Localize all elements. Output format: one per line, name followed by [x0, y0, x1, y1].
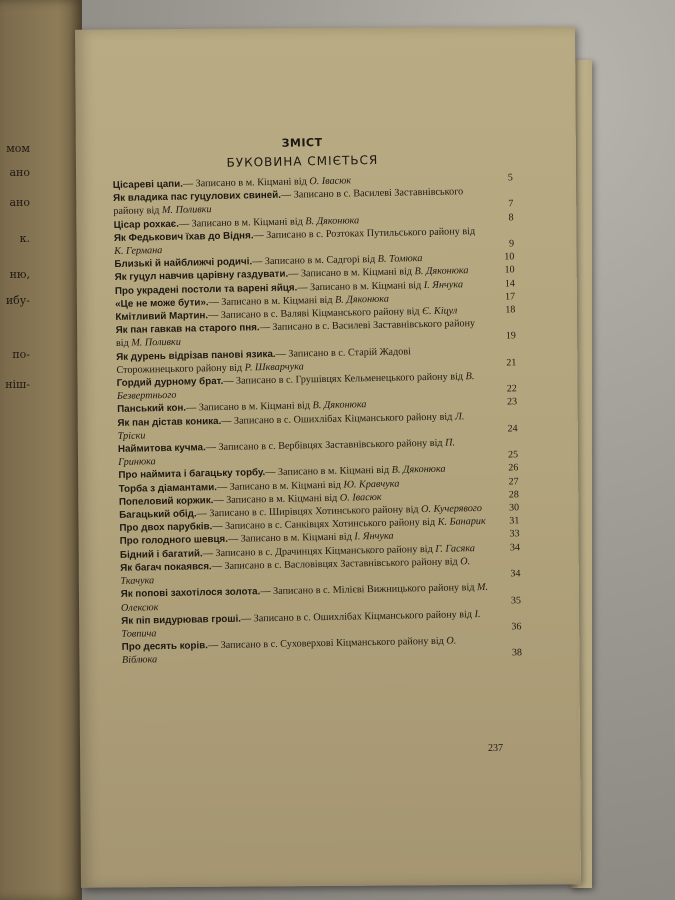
entry-title: Кмітливий Мартин.	[115, 310, 209, 323]
entry-text: — Записано в с. Старій Жадові Сторожинецького району від	[116, 345, 412, 376]
entry-narrator: В. Дяконюка	[312, 399, 367, 412]
left-page-fragment: ню,	[9, 268, 30, 281]
entry-title: Як пан дістав коника.	[117, 415, 222, 429]
entry-text: — Записано в м. Кіцмані від	[216, 479, 341, 493]
entry-page: 36	[511, 621, 522, 633]
entry-narrator: М. Поливки	[131, 337, 181, 350]
entry-title: Попеловий коржик.	[118, 494, 214, 508]
entry-text: — Записано в м. Кіцмані від	[288, 266, 413, 281]
entry-title: Про двох парубків.	[119, 521, 213, 535]
left-page-fragment: ибу-	[5, 294, 30, 307]
entry-title: Як багач покаявся.	[120, 561, 212, 574]
entry-text: — Записано в м. Кіцмані від	[227, 531, 352, 546]
entry-page: 24	[507, 423, 518, 435]
entry-page: 38	[511, 647, 523, 659]
entry-title: Бідний і багатий.	[119, 548, 203, 561]
entry-narrator: В. Томюка	[377, 253, 423, 266]
entry-narrator: О. Івасюк	[309, 175, 352, 188]
entry-title: Цісареві цапи.	[112, 178, 184, 191]
entry-text: — Записано в с. Розтоках Путильського району від	[253, 225, 476, 242]
entry-title: Про голодного шевця.	[119, 534, 229, 548]
entry-narrator: К. Германа	[114, 245, 163, 257]
entry-narrator: О. Віблюка	[121, 635, 457, 667]
entry-text: — Записано в с. Ширівцях Хотинського району від	[196, 504, 419, 520]
entry-narrator: І. Янчука	[423, 278, 464, 291]
entry-title: Як попові захотілося золота.	[120, 586, 261, 601]
entry-text: — Записано в с. Васловівцях Заставнівського району від	[211, 556, 458, 573]
entry-text: — Записано в с. Санківцях Хотинського району від	[212, 517, 436, 533]
section-heading: БУКОВИНА СМІЄТЬСЯ	[226, 152, 379, 170]
entry-page: 25	[508, 449, 519, 461]
entry-page: 9	[508, 238, 515, 250]
entry-page: 31	[509, 515, 520, 527]
entry-narrator: О. Кучерявого	[421, 503, 483, 516]
entry-page: 27	[508, 475, 519, 488]
entry-text: — Записано в с. Ошихлібах Кіцманського району від	[240, 608, 473, 625]
entry-page: 34	[509, 541, 521, 554]
entry-page: 7	[508, 198, 514, 210]
entry-title: Близькі й найближчі родичі.	[114, 256, 253, 271]
entry-narrator: В. Безвертнього	[116, 371, 475, 403]
entry-text: — Записано в м. Садгорі від	[252, 254, 376, 268]
entry-page: 34	[510, 568, 521, 580]
entry-text: — Записано в м. Кіцмані від	[208, 294, 333, 309]
entry-page: 33	[509, 528, 520, 540]
entry-text: — Записано в м. Кіцмані від	[182, 176, 307, 190]
entry-title: Як гуцул навчив царівну газдувати.	[114, 269, 289, 284]
entry-text: — Записано в м. Кіцмані від	[265, 465, 390, 479]
page-number: 237	[488, 743, 503, 754]
entry-narrator: Г. Гасяка	[435, 542, 475, 555]
left-page-fragment: мом	[6, 142, 30, 155]
entry-text: — Записано в м. Кіцмані від	[186, 400, 311, 415]
entry-narrator: О. Івасюк	[339, 491, 382, 504]
entry-page: 8	[508, 211, 514, 224]
entry-text: — Записано в с. Грушівцях Кельменецького району від	[223, 371, 464, 387]
left-page-fragment: к.	[19, 232, 30, 245]
entry-title: Як пан гавкав на старого пня.	[115, 322, 260, 337]
entry-title: Про украдені постоли та варені яйця.	[114, 282, 298, 297]
entry-title: Як Федькович їхав до Відня.	[113, 230, 254, 244]
entry-narrator: В. Дяконюка	[391, 464, 446, 477]
entry-page: 10	[504, 264, 515, 276]
entry-title: Цісар рохкає.	[113, 218, 179, 231]
entry-text: — Записано в м. Кіцмані від	[213, 492, 338, 506]
entry-narrator: Є. Кіцул	[421, 305, 458, 318]
entry-page: 28	[508, 489, 519, 501]
contents	[112, 132, 522, 667]
entry-page: 17	[504, 291, 516, 303]
entry-text: — Записано в с. Валяві Кіцманського району від	[207, 306, 420, 322]
entry-page: 10	[504, 251, 515, 263]
entry-text: — Записано в с. Суховерхові Кіцманського району від	[207, 635, 444, 652]
entry-narrator: Л. Тріски	[117, 410, 465, 442]
entry-text: — Записано в с. Мілієві Вижницького району від	[260, 582, 475, 598]
entry-narrator: П. Гринюка	[118, 437, 456, 469]
entry-narrator: І. Янчука	[354, 531, 394, 543]
contents-heading: ЗМІСТ	[281, 135, 323, 150]
left-page-fragment: ано	[9, 196, 30, 209]
entry-title: Як владика пас гуцулових свиней.	[113, 189, 282, 205]
entry-title: «Це не може бути».	[115, 297, 209, 310]
entry-narrator: В. Дяконюка	[334, 293, 389, 306]
entry-page: 18	[505, 304, 516, 316]
entry-page: 22	[506, 383, 517, 395]
entry-text: — Записано в с. Василеві Заставнівського району від	[113, 186, 464, 218]
entry-title: Про десять корів.	[121, 640, 209, 654]
entry-title: Панський кон.	[117, 403, 187, 416]
entry-narrator: В. Дяконюка	[305, 214, 360, 227]
entry-title: Гордий дурному брат.	[116, 375, 224, 390]
entry-text: — Записано в с. Ошихлібах Кіцманського району від	[221, 411, 453, 427]
entry-text: — Записано в с. Вербівцях Заставнівського району від	[205, 437, 443, 454]
entry-narrator: Р. Шкварчука	[244, 361, 304, 374]
left-page	[0, 0, 82, 900]
entry-title: Як дурень відрізав панові язика.	[116, 348, 276, 363]
entry-page: 23	[507, 396, 518, 408]
entry-title: Торба з діамантами.	[118, 481, 218, 495]
entry-text: — Записано в м. Кіцмані від	[178, 215, 303, 230]
entry-page: 30	[509, 502, 520, 514]
entry-narrator: Ю. Кравчука	[343, 478, 400, 491]
entry-narrator: І. Товпича	[121, 608, 481, 640]
left-page-fragment: ано	[9, 166, 30, 179]
entry-text: — Записано в с. Василеві Заставнівського району від	[115, 318, 476, 350]
entry-narrator: М. Поливки	[161, 204, 212, 217]
entry-narrator: К. Банарик	[437, 516, 486, 529]
entry-page: 14	[504, 277, 515, 290]
entry-title: Багацький обід.	[119, 508, 197, 522]
entry-title: Про наймита і багацьку торбу.	[118, 467, 266, 482]
entry-page: 19	[505, 330, 516, 342]
entry-title: Наймитова кучма.	[117, 442, 206, 456]
entry-page: 35	[510, 594, 522, 606]
entry-title: Як піп видурював гроші.	[121, 613, 242, 627]
entry-page: 21	[506, 357, 517, 369]
entry-narrator: О. Ткачука	[120, 556, 471, 588]
entry-narrator: В. Дяконюка	[414, 265, 469, 278]
entry-text: — Записано в м. Кіцмані від	[297, 279, 422, 294]
entry-page: 26	[508, 462, 519, 474]
entry-page: 5	[507, 172, 513, 184]
left-page-fragment: по-	[12, 348, 30, 361]
left-page-fragment: ніш-	[5, 378, 30, 391]
entry-narrator: М. Олексюк	[120, 582, 489, 614]
entry-text: — Записано в с. Драчинцях Кіцманського району від	[202, 543, 433, 560]
toc-list	[113, 171, 522, 667]
